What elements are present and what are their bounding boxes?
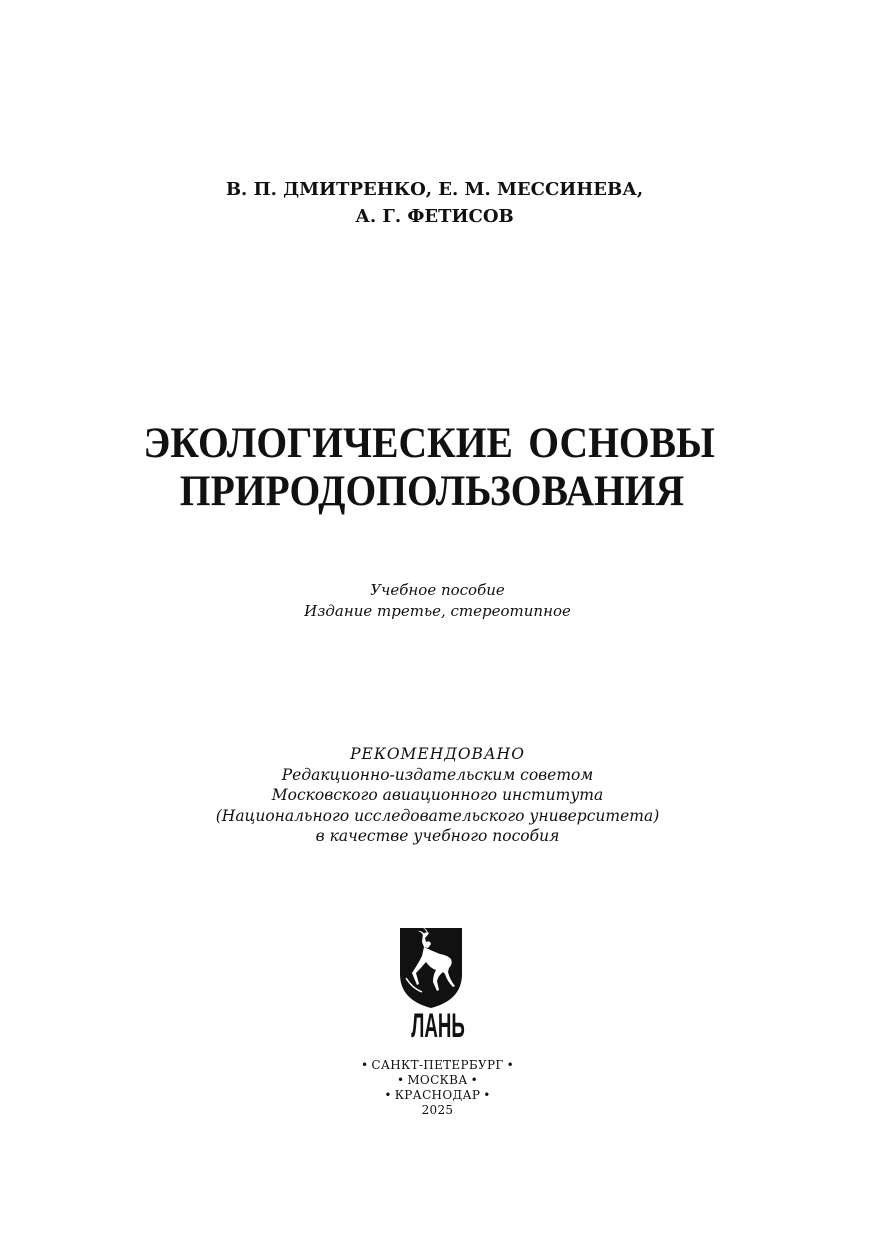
separator-dot: • bbox=[384, 1088, 392, 1102]
recommendation-line-1: Редакционно-издательским советом bbox=[281, 765, 594, 784]
title-line-1: ЭКОЛОГИЧЕСКИЕ ОСНОВЫ bbox=[143, 420, 715, 467]
title-line-2: ПРИРОДОПОЛЬЗОВАНИЯ bbox=[179, 468, 685, 515]
authors-line-2: А. Г. ФЕТИСОВ bbox=[355, 206, 514, 227]
recommendation-line-2: Московского авиационного института bbox=[271, 786, 604, 804]
separator-dot: • bbox=[506, 1058, 514, 1072]
authors-line-1: В. П. ДМИТРЕНКО, Е. М. МЕССИНЕВА, bbox=[225, 179, 644, 200]
publication-type: Учебное пособие bbox=[370, 581, 505, 599]
city-moscow: МОСКВА bbox=[407, 1073, 468, 1087]
city-krasnodar: КРАСНОДАР bbox=[394, 1088, 481, 1102]
separator-dot: • bbox=[361, 1058, 369, 1072]
imprint-line-2 bbox=[0, 1073, 875, 1088]
edition-note: Издание третье, стереотипное bbox=[304, 602, 571, 620]
recommendation-heading: РЕКОМЕНДОВАНО bbox=[350, 745, 525, 763]
publisher-wordmark: ЛАНЬ bbox=[411, 1007, 465, 1045]
imprint-line-1 bbox=[0, 1058, 875, 1073]
separator-dot: • bbox=[483, 1088, 491, 1102]
city-saint-petersburg: САНКТ-ПЕТЕРБУРГ bbox=[371, 1058, 504, 1072]
gazelle-shield-icon bbox=[400, 928, 462, 1008]
recommendation-block bbox=[0, 744, 875, 847]
authors-block bbox=[0, 176, 875, 230]
imprint-block bbox=[0, 1058, 875, 1118]
book-title bbox=[35, 420, 840, 516]
publication-year: 2025 bbox=[421, 1103, 454, 1117]
separator-dot: • bbox=[470, 1073, 479, 1087]
imprint-line-3 bbox=[0, 1088, 875, 1103]
separator-dot: • bbox=[396, 1073, 405, 1087]
recommendation-line-3: (Национального исследовательского университета) bbox=[215, 806, 660, 825]
recommendation-line-4: в качестве учебного пособия bbox=[315, 827, 560, 845]
subtitle-block bbox=[0, 580, 875, 622]
